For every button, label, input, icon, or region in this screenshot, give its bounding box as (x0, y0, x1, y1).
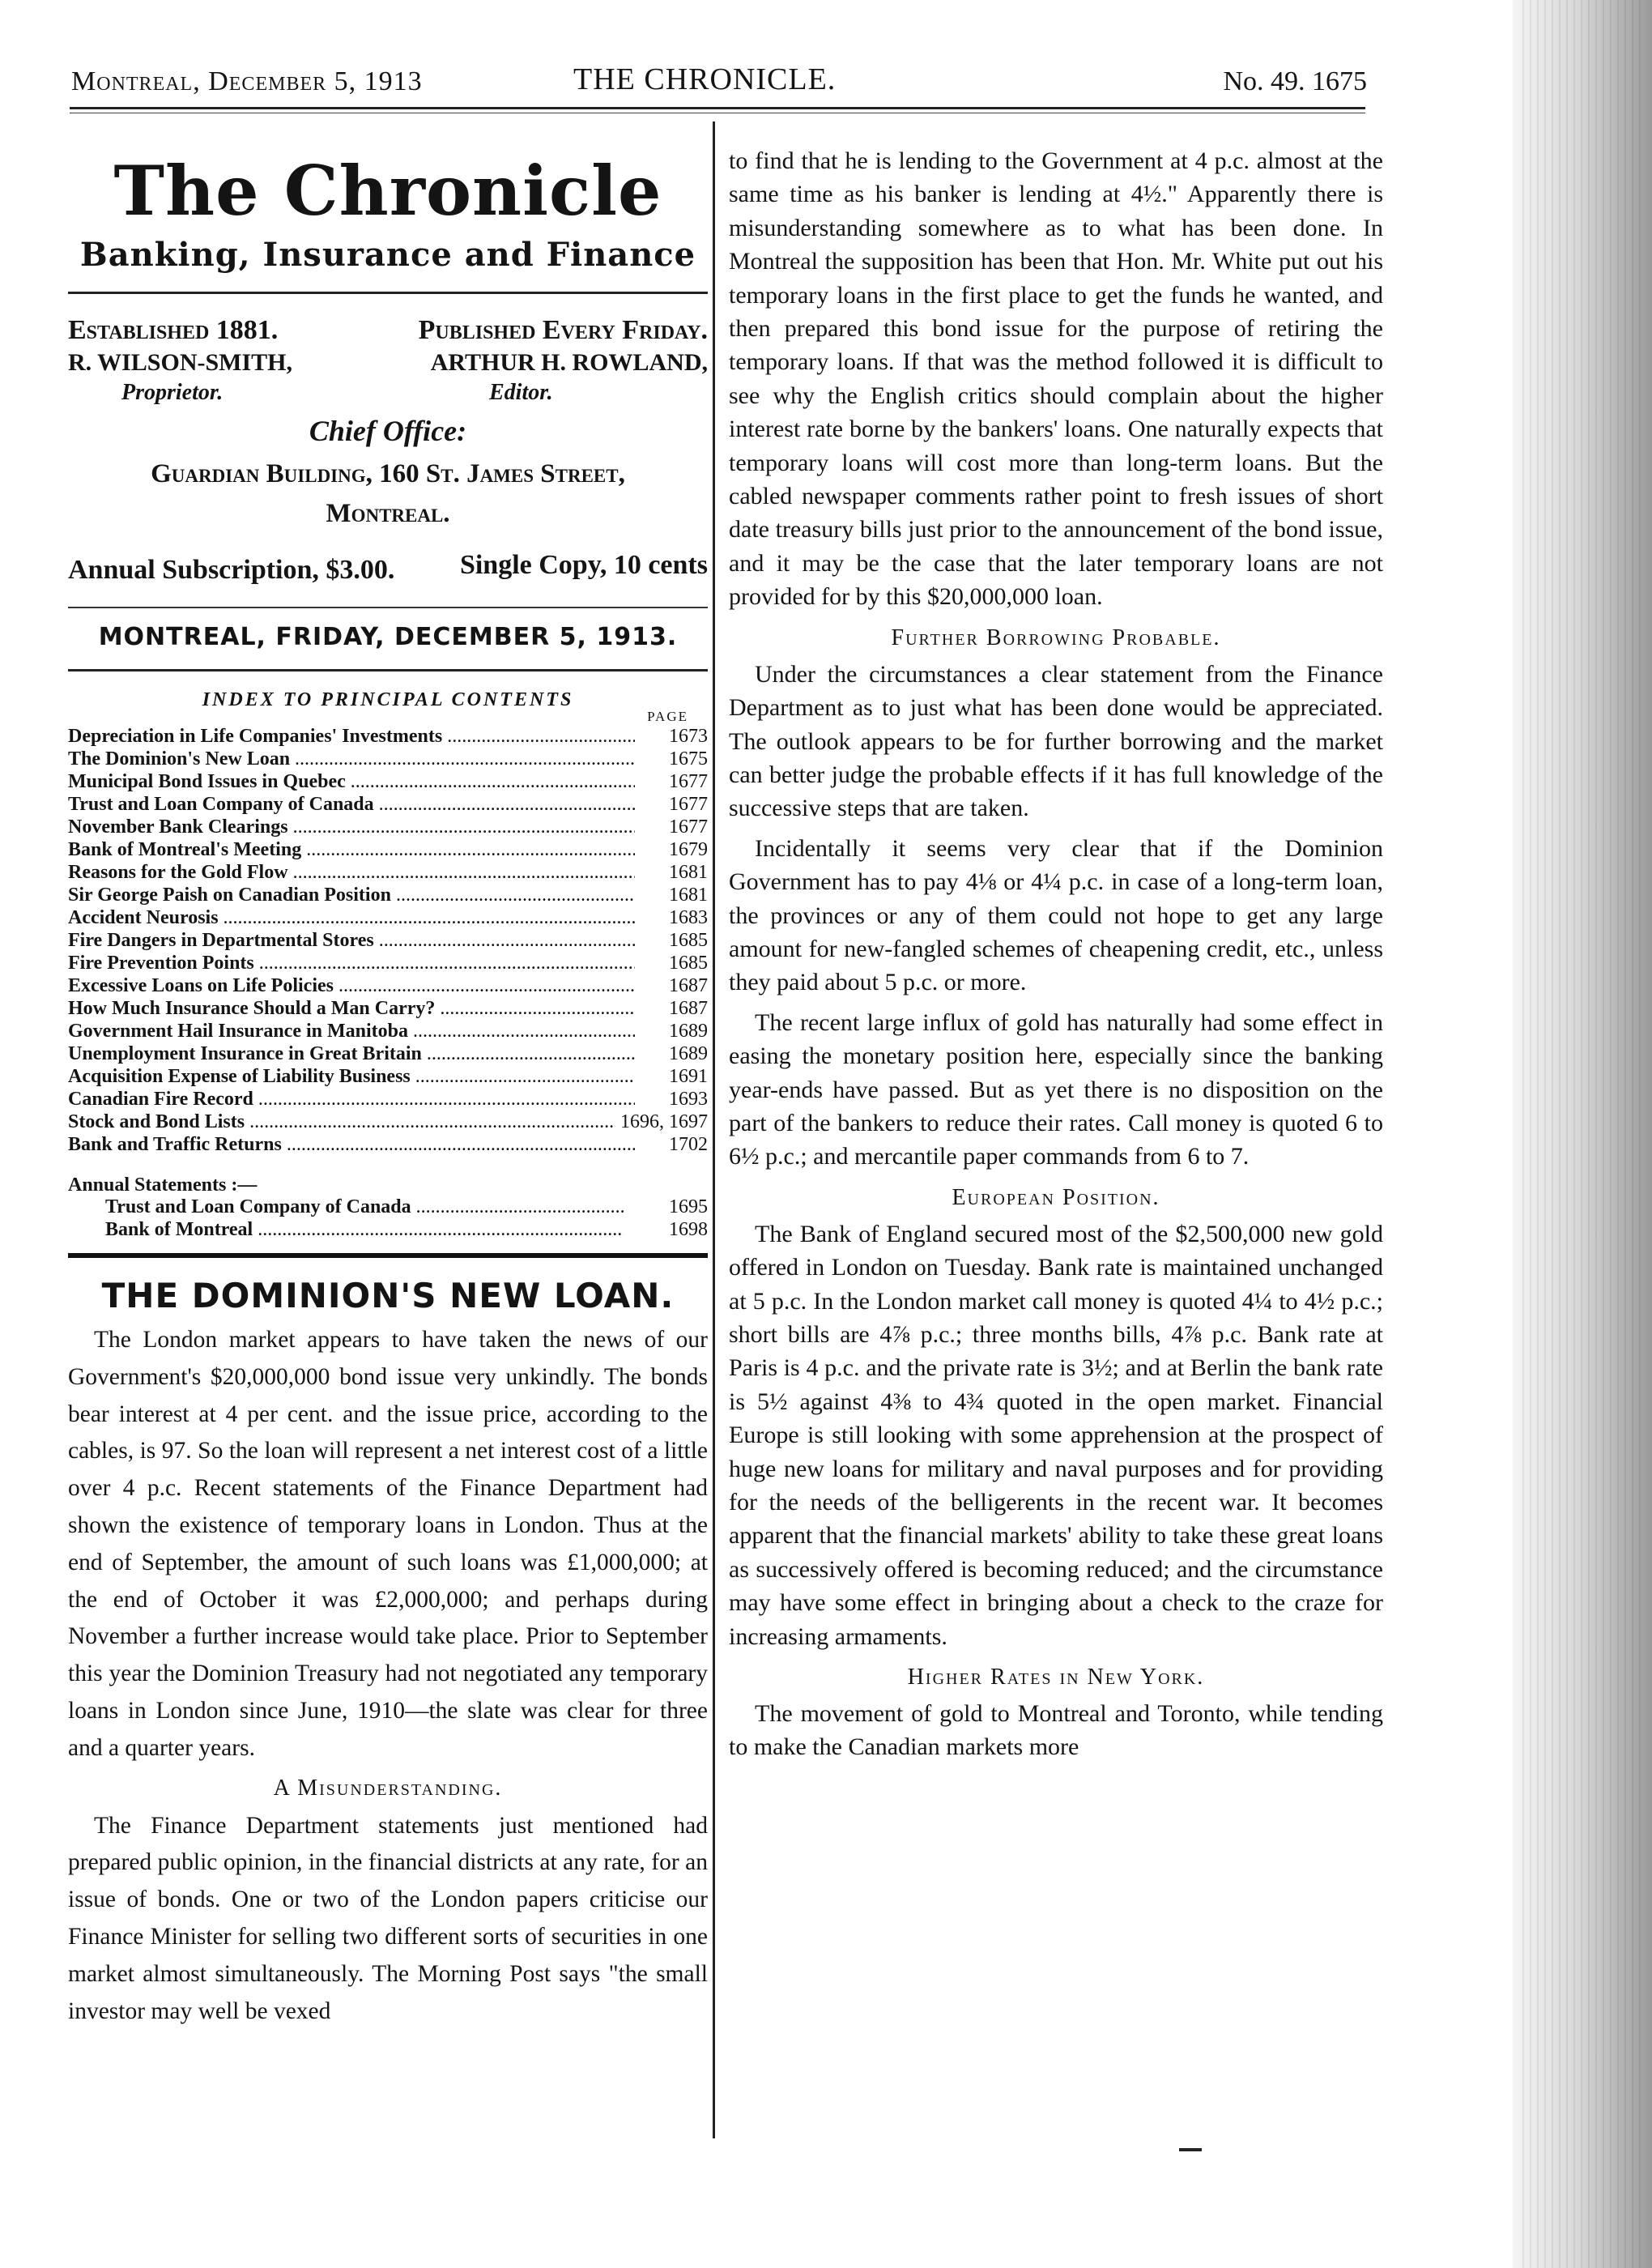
index-entry (68, 885, 708, 907)
running-head-title: THE CHRONICLE. (573, 62, 837, 96)
index-entry-page: 1687 (664, 975, 708, 997)
index-section (68, 689, 708, 1242)
article-title: THE DOMINION'S NEW LOAN. (101, 1276, 675, 1315)
paragraph: Under the circumstances a clear statement from the Finance Department as to just what has been done would be appreciated. The outlook appears to be for further borrowing and the market can better judge the probable effects if it has full knowledge of the successive steps that are taken. (729, 660, 1383, 822)
proprietor-role: Proprietor. (121, 380, 224, 405)
paragraph: The Bank of England secured most of the $2,500,000 new gold offered in London on Tuesday. Bank rate is maintained unchanged at 5 p.c. In the London market call money is quoted 4¼ to 4½ p.c.; short bills are 4⅞ p.c.; three months bills, 4⅞ p.c. Bank rate at Paris is 4 p.c. and the private rate is 3½; and at Berlin the bank rate is 5½ against 4⅜ to 4¾ quoted in the open market. Financial Europe is still looking with some apprehension at the prospect of huge new loans for military and naval purposes and for providing for the needs of the belligerents in the recent war. It becomes apparent that the financial markets' ability to take these great loans as successively offered is becoming reduced; and the circumstance may have some effect in bringing about a check to the craze for increasing armaments. (729, 1220, 1383, 1650)
masthead-title: The Chronicle (113, 151, 662, 231)
index-entry-label: Municipal Bond Issues in Quebec ..... (68, 771, 635, 793)
running-head (71, 58, 1367, 107)
index-entry-page: 1677 (664, 794, 708, 816)
index-entry (68, 726, 708, 748)
index-entry (68, 930, 708, 953)
index-entry (68, 771, 708, 794)
article-body-left (68, 1322, 708, 1767)
publisher-info (68, 312, 708, 409)
paragraph: The movement of gold to Montreal and Toronto, while tending to make the Canadian markets more (729, 1700, 1383, 1761)
index-entry-label: Acquisition Expense of Liability Business ..... (68, 1066, 635, 1088)
index-entry (68, 1111, 708, 1134)
index-entry-page: 1689 (664, 1021, 708, 1042)
index-entry-label: Stock and Bond Lists ..... (68, 1111, 635, 1133)
subhead-higher-rates: Higher Rates in New York. (907, 1665, 1205, 1690)
office-city: Montreal. (326, 499, 450, 528)
established: Established 1881. (68, 315, 279, 345)
index-entry-page: 1681 (664, 885, 708, 906)
index-entry-page: 1679 (664, 839, 708, 861)
index-entry-label: Bank and Traffic Returns ..... (68, 1134, 635, 1156)
index-entry (68, 998, 708, 1021)
index-entry-page: 1693 (664, 1089, 708, 1111)
subhead-european-position: European Position. (952, 1184, 1160, 1210)
index-entry-page: 1677 (664, 816, 708, 838)
article-body-right-3 (729, 1217, 1383, 1653)
masthead-rule (68, 292, 708, 294)
index-entry-label: Trust and Loan Company of Canada ..... (68, 794, 635, 816)
index-entry-page: 1687 (664, 998, 708, 1020)
index-bottom-rule (68, 1253, 708, 1258)
index-entry (68, 748, 708, 771)
index-entry-label: Fire Prevention Points ..... (68, 953, 635, 974)
paragraph: The London market appears to have taken the news of our Government's $20,000,000 bond issue very unkindly. The bonds bear interest at 4 per cent. and the issue price, according to the cables, is 97. So the loan will represent a net interest cost of a little over 4 p.c. Recent statements of the Finance Department had shown the existence of temporary loans in London. Thus at the end of September, the amount of such loans was £1,000,000; at the end of October it was £2,000,000; and perhaps during November a further increase would take place. Prior to September this year the Dominion Treasury had not negotiated any temporary loans in London since June, 1910—the slate was clear for three and a quarter years. (68, 1327, 708, 1761)
page-end-mark (1179, 2148, 1202, 2151)
index-entry-page: 1685 (664, 953, 708, 974)
running-head-number: No. 49. 1675 (1223, 66, 1367, 96)
annual-entry-label: Trust and Loan Company of Canada ..... (105, 1196, 624, 1218)
article-body-right-1 (729, 144, 1383, 614)
annual-entry (68, 1196, 708, 1219)
index-entry (68, 1066, 708, 1089)
running-head-date: Montreal, December 5, 1913 (71, 66, 423, 96)
subscription-line (68, 550, 708, 592)
dateline-rule (68, 669, 708, 671)
published-frequency: Published Every Friday. (418, 315, 708, 345)
index-entry-label: Government Hail Insurance in Manitoba ..... (68, 1021, 635, 1042)
article-body-right-4 (729, 1697, 1383, 1764)
single-copy-price: Single Copy, 10 cents (459, 550, 708, 580)
index-entry-label: Canadian Fire Record ..... (68, 1089, 635, 1111)
annual-subscription: Annual Subscription, $3.00. (68, 555, 395, 585)
index-entry (68, 1021, 708, 1043)
page-edge-lines (1522, 0, 1644, 2268)
index-entry-label: How Much Insurance Should a Man Carry? ..... (68, 998, 635, 1020)
office-address: Guardian Building, 160 St. James Street, (151, 459, 625, 488)
subscription-rule (68, 607, 708, 608)
index-entry-page: 1691 (664, 1066, 708, 1088)
subhead-misunderstanding: A Misunderstanding. (273, 1775, 503, 1801)
annual-entry (68, 1219, 708, 1242)
index-entry (68, 1089, 708, 1111)
paragraph: to find that he is lending to the Government at 4 p.c. almost at the same time as his banker is lending at 4½." Apparently there is misunderstanding somewhere as to what has been done. In Montreal the supposition has been that Hon. Mr. White put out his temporary loans in the first place to get the funds he wanted, and then prepared this bond issue for the purpose of retiring the temporary loans. If that was the method followed it is difficult to see why the English critics should complain about the higher interest rate borne by the bankers' loans. One naturally expects that temporary loans will cost more than long-term loans. But the cabled newspaper comments rather point to fresh issues of short date treasury bills just prior to the announcement of the bond issue, and it may be the case that the later temporary loans are not provided for by this $20,000,000 loan. (729, 147, 1383, 611)
column-divider (713, 122, 715, 2138)
annual-entry-label: Bank of Montreal ..... (105, 1219, 624, 1241)
header-rule (70, 107, 1365, 109)
index-entry (68, 907, 708, 930)
paragraph: The recent large influx of gold has naturally had some effect in easing the monetary position here, especially since the banking year-ends have passed. But as yet there is no disposition on the part of the bankers to reduce their rates. Call money is quoted 6 to 6½ p.c.; and mercantile paper commands from 6 to 7. (729, 1008, 1383, 1170)
annual-entry-page: 1695 (664, 1196, 708, 1218)
index-entry-page: 1702 (664, 1134, 708, 1156)
article-body-right-2 (729, 658, 1383, 1174)
index-list (68, 726, 708, 1157)
annual-entry-page: 1698 (664, 1219, 708, 1241)
subhead-further-borrowing: Further Borrowing Probable. (891, 625, 1221, 650)
index-entry-label: Unemployment Insurance in Great Britain ..... (68, 1043, 635, 1065)
index-entry (68, 953, 708, 975)
annual-statements-heading: Annual Statements :— (68, 1174, 258, 1196)
index-entry-label: November Bank Clearings ..... (68, 816, 635, 838)
paragraph: The Finance Department statements just mentioned had prepared public opinion, in the financial districts at any rate, for an issue of bonds. One or two of the London papers criticise our Finance Minister for selling two different sorts of securities in one market almost simultaneously. The Morning Post says "the small investor may well be vexed (68, 1812, 708, 2024)
index-entry-page: 1683 (664, 907, 708, 929)
dateline: MONTREAL, FRIDAY, DECEMBER 5, 1913. (98, 623, 678, 651)
index-page-header: PAGE (647, 709, 688, 724)
index-entry-page: 1673 (664, 726, 708, 748)
index-entry-label: Reasons for the Gold Flow ..... (68, 862, 635, 884)
index-entry-page: 1689 (664, 1043, 708, 1065)
index-entry-label: Excessive Loans on Life Policies ..... (68, 975, 635, 997)
index-entry (68, 862, 708, 885)
index-entry (68, 816, 708, 839)
index-entry (68, 1043, 708, 1066)
index-entry-label: Accident Neurosis ..... (68, 907, 635, 929)
proprietor-name: R. WILSON-SMITH, (68, 349, 293, 376)
index-entry-label: Depreciation in Life Companies' Investments ..... (68, 726, 635, 748)
index-entry (68, 839, 708, 862)
annual-statements-list (68, 1196, 708, 1242)
index-entry-label: Sir George Paish on Canadian Position ..... (68, 885, 635, 906)
article-body-left-2 (68, 1808, 708, 2031)
index-entry-page: 1696, 1697 (615, 1111, 708, 1133)
masthead-subtitle: Banking, Insurance and Finance (79, 236, 696, 274)
paragraph: Incidentally it seems very clear that if the Dominion Government has to pay 4⅛ or 4¼ p.c. in case of a long-term loan, the provinces or any of them could not hope to get any large amount for new-fangled schemes of cheapening credit, etc., unless they paid about 5 p.c. or more. (729, 834, 1383, 996)
index-entry-page: 1675 (664, 748, 708, 770)
index-entry-page: 1681 (664, 862, 708, 884)
index-entry (68, 794, 708, 816)
index-entry-label: Fire Dangers in Departmental Stores ..... (68, 930, 635, 952)
office-label: Chief Office: (309, 415, 467, 447)
index-entry-page: 1677 (664, 771, 708, 793)
left-column (68, 122, 708, 2030)
index-title: INDEX TO PRINCIPAL CONTENTS (202, 689, 574, 710)
editor-role: Editor. (489, 380, 553, 405)
index-entry (68, 975, 708, 998)
index-entry (68, 1134, 708, 1157)
index-entry-label: Bank of Montreal's Meeting ..... (68, 839, 635, 861)
right-column (729, 144, 1383, 1764)
index-entry-label: The Dominion's New Loan ..... (68, 748, 635, 770)
editor-name: ARTHUR H. ROWLAND, (430, 349, 708, 376)
index-entry-page: 1685 (664, 930, 708, 952)
